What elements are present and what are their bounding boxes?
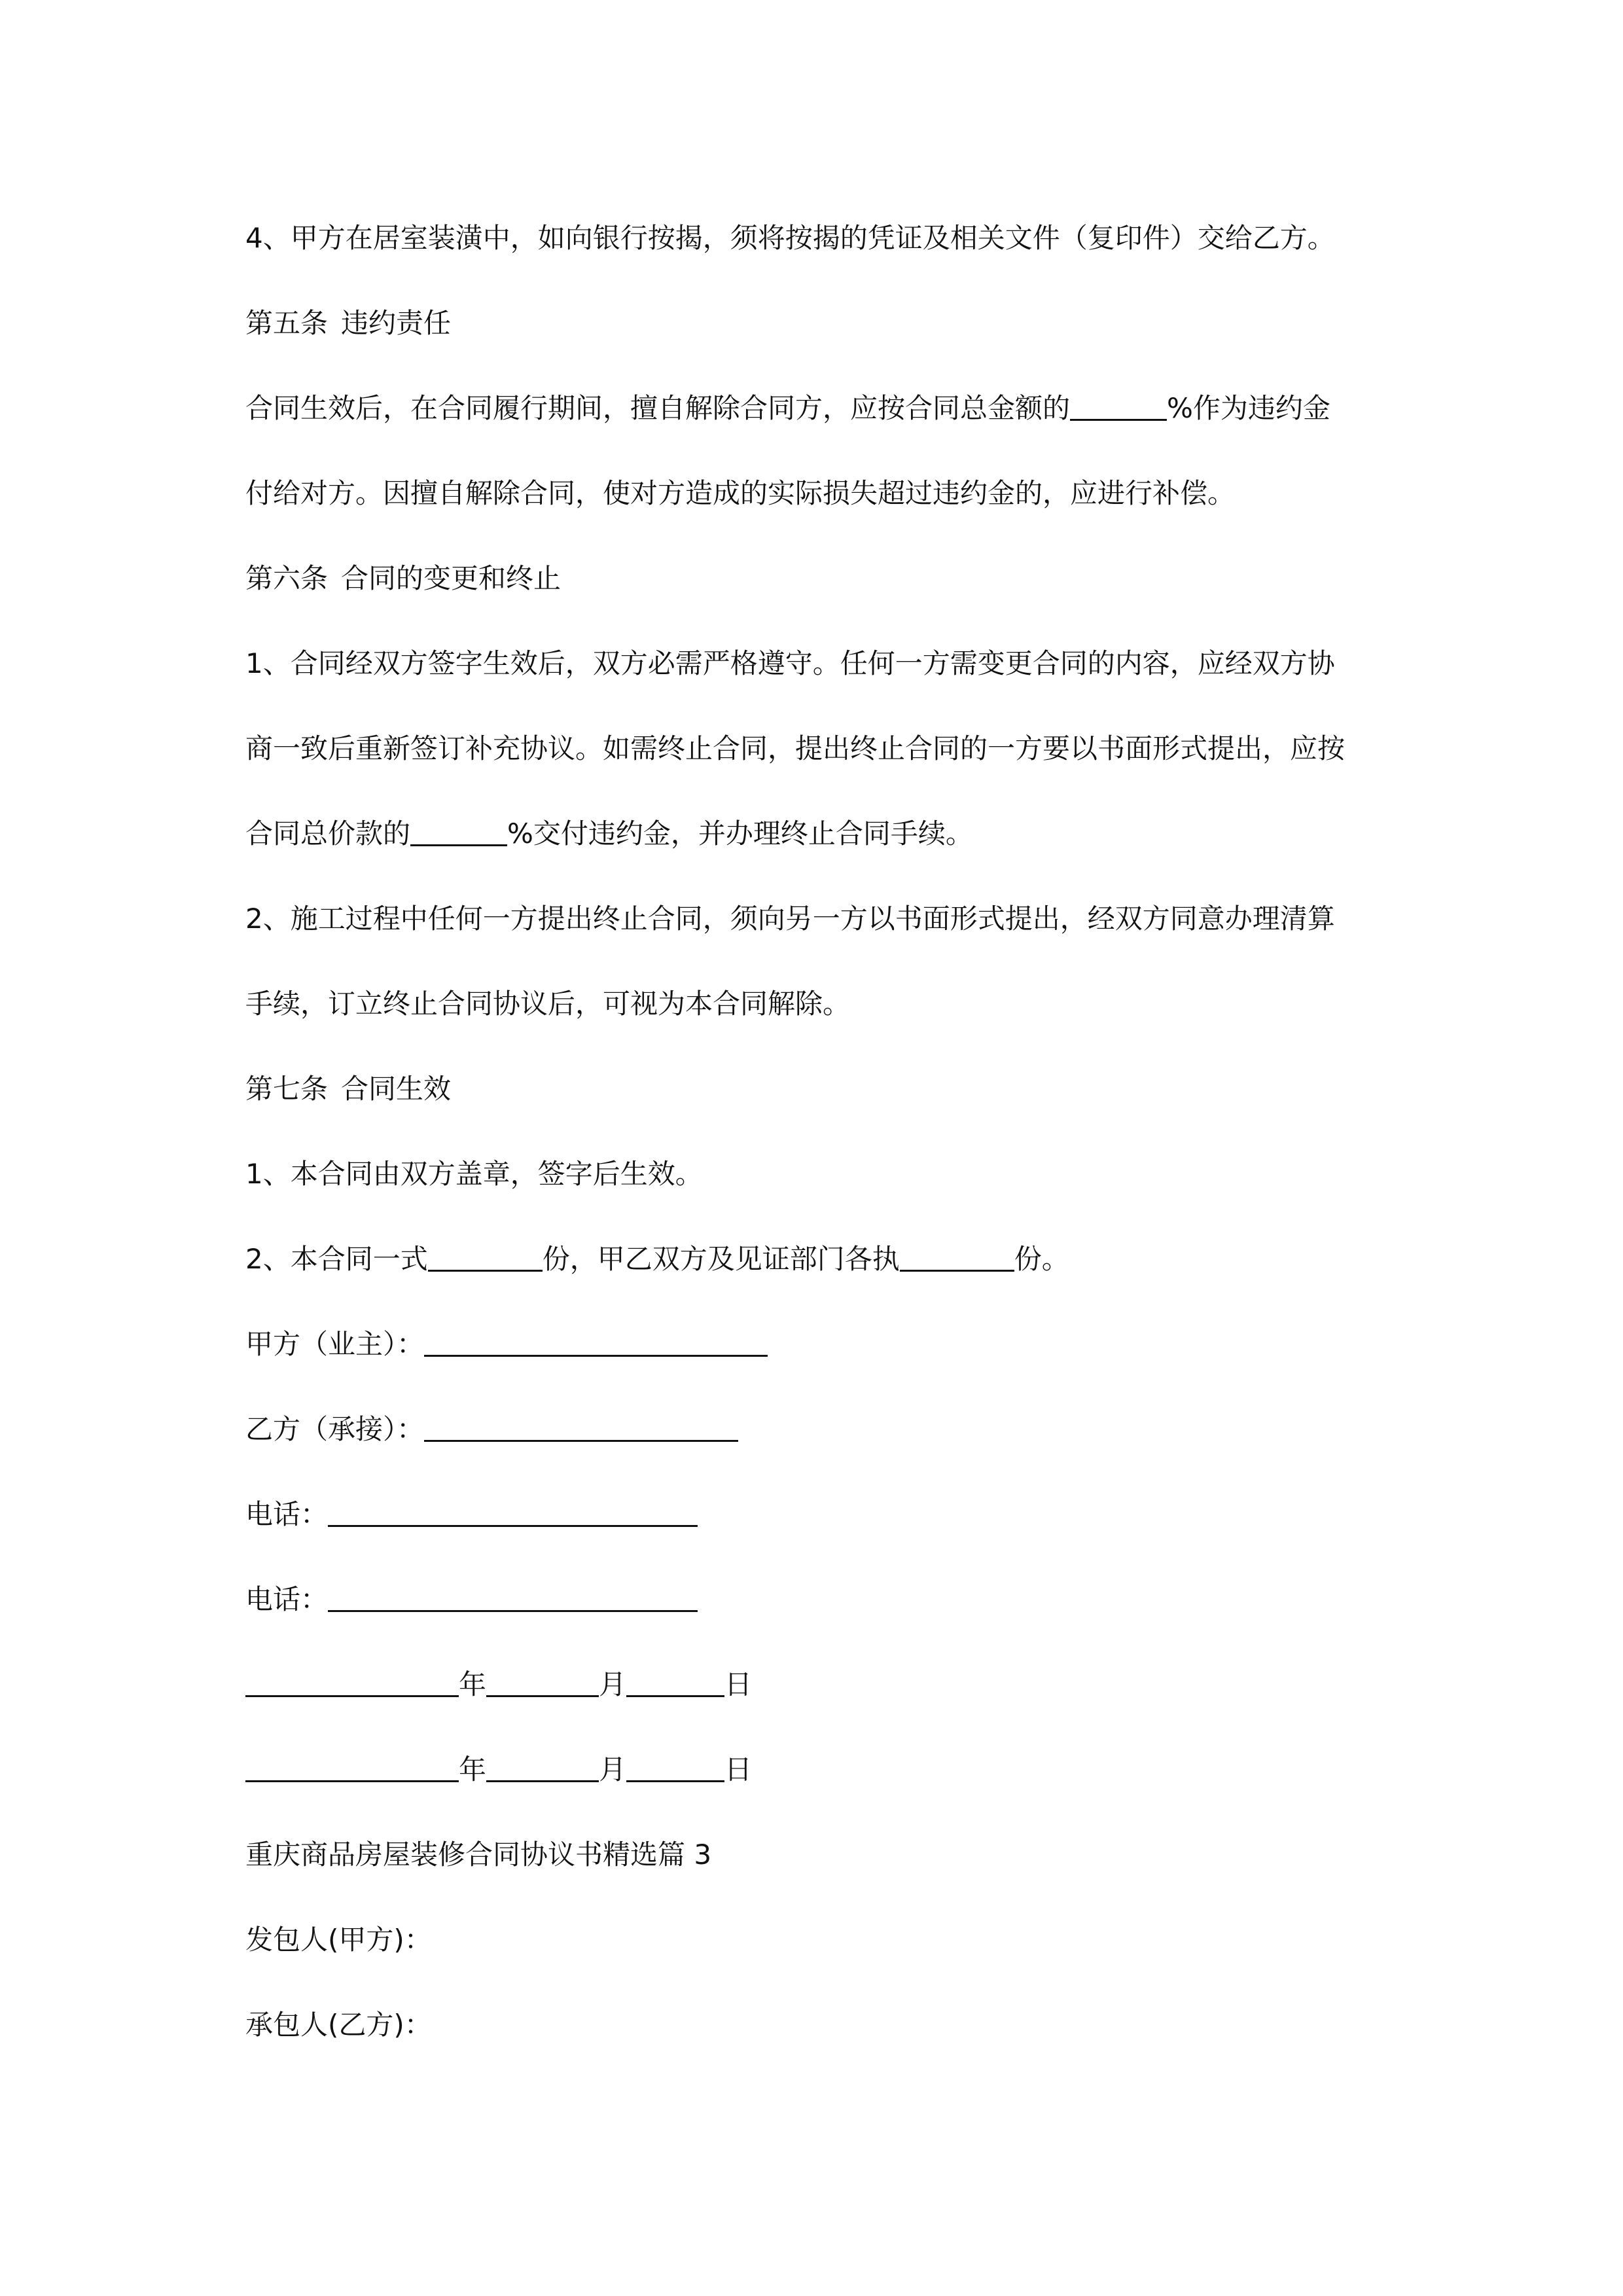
- blank-field: [410, 817, 507, 846]
- article-6-heading: [245, 536, 1423, 621]
- blank-field: [1070, 391, 1167, 421]
- day-blank: [626, 1668, 724, 1697]
- month-blank: [486, 1668, 599, 1697]
- phone-blank: [328, 1498, 698, 1527]
- paragraph-line: 手续，订立终止合同协议后，可视为本合同解除。: [245, 988, 851, 1020]
- date-line: [245, 1727, 1423, 1812]
- label: 电话：: [245, 1498, 329, 1530]
- section-title: 重庆商品房屋装修合同协议书精选篇 3: [245, 1839, 712, 1871]
- paragraph-line: 付给对方。因擅自解除合同，使对方造成的实际损失超过违约金的，应进行补偿。: [245, 477, 1236, 509]
- text: 2、本合同一式: [245, 1243, 428, 1275]
- label: 月: [599, 1668, 627, 1700]
- text: 合同生效后，在合同履行期间，擅自解除合同方，应按合同总金额的: [245, 392, 1071, 424]
- text: 合同总价款的: [245, 817, 411, 850]
- label: 月: [599, 1753, 627, 1785]
- article-title: 违约责任: [341, 307, 452, 339]
- article-number: 第六条: [245, 562, 329, 594]
- signature-blank: [424, 1412, 738, 1442]
- phone-blank: [328, 1583, 698, 1612]
- signature-blank: [424, 1327, 768, 1357]
- label: 电话：: [245, 1583, 329, 1615]
- article-title: 合同的变更和终止: [341, 562, 562, 594]
- date-line: [245, 1642, 1423, 1727]
- clause-4-4: 4、甲方在居室装潢中，如向银行按揭，须将按揭的凭证及相关文件（复印件）交给乙方。: [245, 222, 1335, 254]
- month-blank: [486, 1753, 599, 1782]
- party-b-signature: [245, 1387, 1423, 1472]
- paragraph-line: [245, 366, 1423, 451]
- paragraph-line: [245, 791, 1423, 876]
- label: 乙方（承接）：: [245, 1413, 425, 1445]
- contractor-label: 承包人(乙方)：: [245, 2009, 432, 2041]
- phone-line: [245, 1557, 1423, 1642]
- text: 份。: [1014, 1243, 1069, 1275]
- label: 年: [459, 1753, 487, 1785]
- article-number: 第七条: [245, 1073, 329, 1105]
- paragraph-line: 商一致后重新签订补充协议。如需终止合同，提出终止合同的一方要以书面形式提出，应按: [245, 732, 1346, 764]
- year-blank: [245, 1668, 459, 1697]
- blank-field: [428, 1242, 543, 1272]
- label: 年: [459, 1668, 487, 1700]
- label: 日: [724, 1668, 753, 1700]
- article-5-heading: [245, 281, 1423, 366]
- year-blank: [245, 1753, 459, 1782]
- document-page: [245, 196, 1423, 2068]
- article-title: 合同生效: [341, 1073, 452, 1105]
- paragraph-line: [245, 1217, 1423, 1302]
- label: 日: [724, 1753, 753, 1785]
- blank-field: [900, 1242, 1014, 1272]
- article-7-heading: [245, 1047, 1423, 1132]
- day-blank: [626, 1753, 724, 1782]
- paragraph-line: 1、合同经双方签字生效后，双方必需严格遵守。任何一方需变更合同的内容，应经双方协: [245, 647, 1335, 679]
- paragraph-line: 2、施工过程中任何一方提出终止合同，须向另一方以书面形式提出，经双方同意办理清算: [245, 903, 1335, 935]
- phone-line: [245, 1472, 1423, 1557]
- text: %交付违约金，并办理终止合同手续。: [507, 817, 973, 850]
- label: 甲方（业主）：: [245, 1328, 425, 1360]
- employer-label: 发包人(甲方)：: [245, 1924, 432, 1956]
- paragraph-line: 1、本合同由双方盖章，签字后生效。: [245, 1158, 703, 1190]
- party-a-signature: [245, 1302, 1423, 1387]
- text: 份，甲乙双方及见证部门各执: [542, 1243, 900, 1275]
- text: %作为违约金: [1167, 392, 1330, 424]
- article-number: 第五条: [245, 307, 329, 339]
